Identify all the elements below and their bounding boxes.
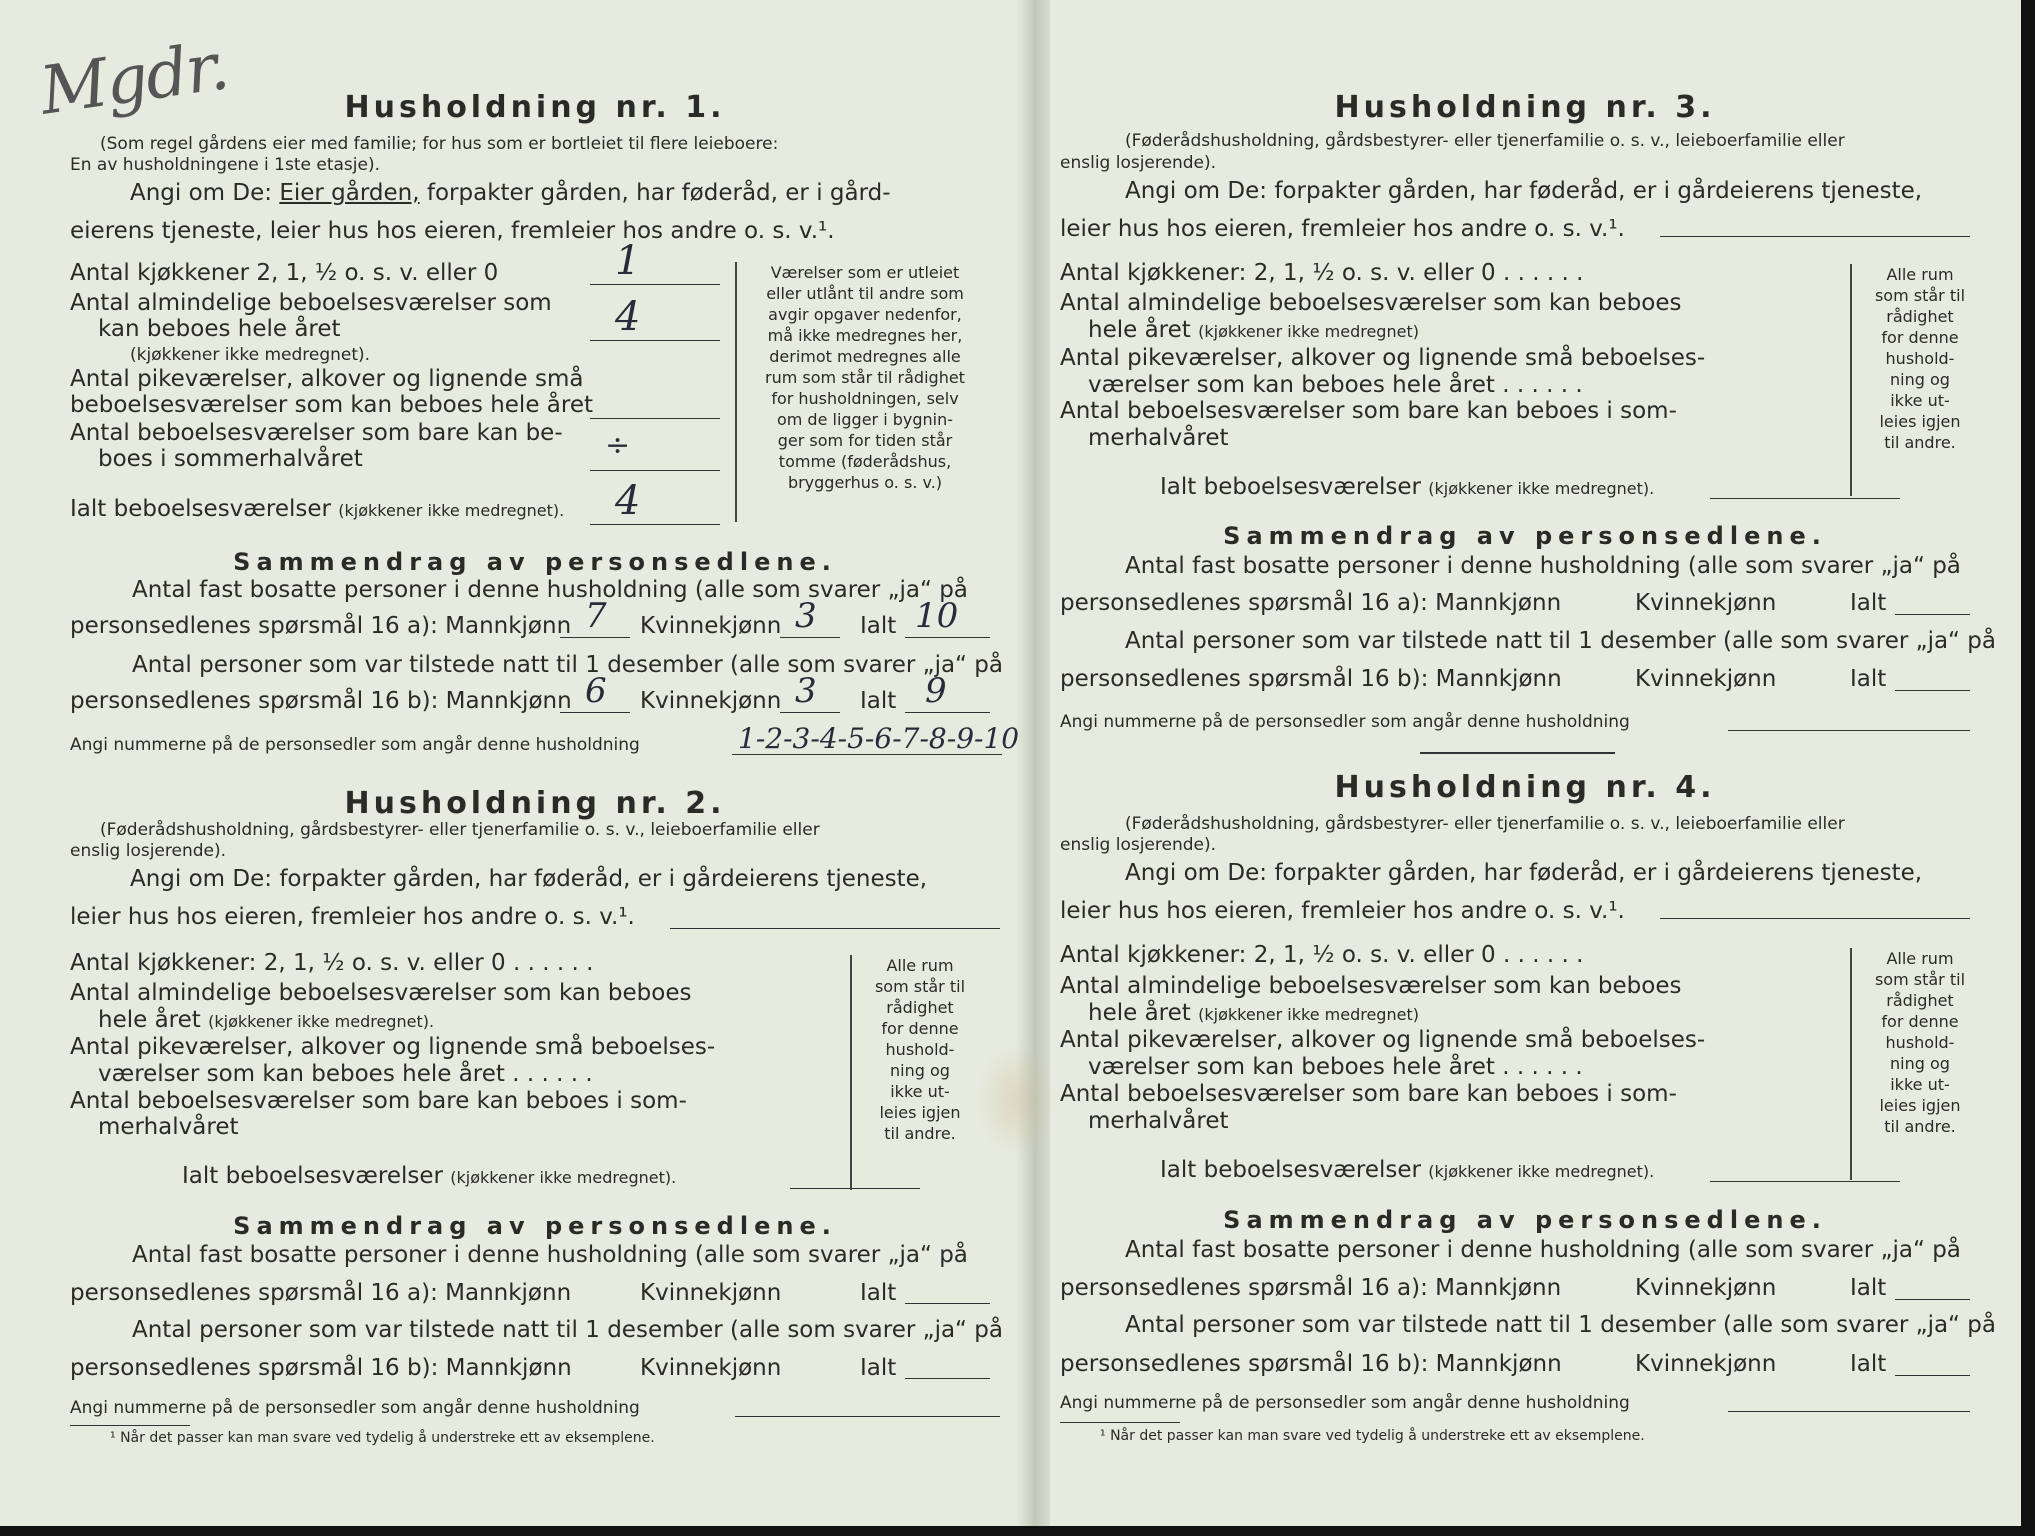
hh1-note-2: En av husholdningene i 1ste etasje). bbox=[70, 155, 381, 175]
hh4-row-summer-b: merhalvåret bbox=[1088, 1108, 1229, 1134]
hh3-total-line bbox=[1710, 498, 1900, 499]
hh3-16b-total-label: Ialt bbox=[1850, 666, 1887, 692]
hh2-16a-total-line bbox=[905, 1303, 990, 1304]
hh3-row-rooms-b bbox=[1088, 317, 1419, 343]
hh1-summer-value: ÷ bbox=[605, 428, 631, 463]
hh4-side-line: hushold- bbox=[1885, 1033, 1955, 1052]
hh3-total-label: Ialt beboelsesværelser bbox=[1160, 474, 1421, 500]
hh1-total-label: Ialt beboelsesværelser bbox=[70, 496, 331, 522]
hh1-side-line: rum som står til rådighet bbox=[765, 368, 965, 387]
hh4-16a-total-label: Ialt bbox=[1850, 1275, 1887, 1301]
hh1-kitchens-value: 1 bbox=[615, 238, 641, 284]
hh1-16b-female-value: 3 bbox=[795, 671, 817, 711]
hh2-title: Husholdning nr. 2. bbox=[344, 786, 726, 821]
hh2-numbers-line bbox=[735, 1416, 1000, 1417]
hh1-numbers-value: 1-2-3-4-5-6-7-8-9-10 bbox=[738, 722, 1020, 755]
hh4-side-line: leies igjen bbox=[1879, 1096, 1961, 1115]
hh2-side-line: ikke ut- bbox=[890, 1082, 950, 1101]
hh1-side-line: ger som for tiden står bbox=[777, 431, 953, 450]
hh3-title: Husholdning nr. 3. bbox=[1334, 90, 1716, 125]
hh2-rooms-b-sub: (kjøkkener ikke medregnet). bbox=[208, 1012, 435, 1031]
hh3-summary-16a: personsedlenes spørsmål 16 a): Mannkjønn bbox=[1060, 590, 1562, 616]
hh2-question-line bbox=[670, 928, 1000, 929]
hh2-note-1: (Føderådshusholdning, gårdsbestyrer- eller tjenerfamilie o. s. v., leieboerfamilie eller bbox=[100, 820, 820, 840]
hh3-side-line: til andre. bbox=[1884, 433, 1956, 452]
hh1-question-2: eierens tjeneste, leier hus hos eieren, fremleier hos andre o. s. v.¹. bbox=[70, 218, 835, 244]
hh4-summary-16b: personsedlenes spørsmål 16 b): Mannkjønn bbox=[1060, 1351, 1562, 1377]
hh1-side-line: om de ligger i bygnin- bbox=[776, 410, 954, 429]
hh3-16a-total-label: Ialt bbox=[1850, 590, 1887, 616]
hh4-row-small-b: værelser som kan beboes hele året . . . . . . bbox=[1088, 1054, 1583, 1080]
hh4-title: Husholdning nr. 4. bbox=[1334, 770, 1716, 805]
hh2-side-line: rådighet bbox=[886, 998, 954, 1017]
hh4-total-line bbox=[1710, 1181, 1900, 1182]
hh2-total-line bbox=[790, 1188, 920, 1189]
hh4-row-total bbox=[1160, 1157, 1654, 1183]
hh1-side-line: avgir opgaver nedenfor, bbox=[768, 305, 962, 324]
hh3-row-summer-a: Antal beboelsesværelser som bare kan beboes i som- bbox=[1060, 398, 1677, 424]
hh3-16a-total-line bbox=[1895, 614, 1970, 615]
hh1-16a-male-line bbox=[560, 637, 630, 638]
hh2-side-line: leies igjen bbox=[879, 1103, 961, 1122]
hh2-row-kitchens: Antal kjøkkener: 2, 1, ½ o. s. v. eller 0 . . . . . . bbox=[70, 950, 594, 976]
hh1-summary-16b: personsedlenes spørsmål 16 b): Mannkjønn bbox=[70, 688, 572, 714]
hh1-small-line bbox=[590, 418, 720, 419]
hh4-side-line: ikke ut- bbox=[1890, 1075, 1950, 1094]
hh2-16a-female-label: Kvinnekjønn bbox=[640, 1280, 782, 1306]
hh4-16a-total-line bbox=[1895, 1299, 1970, 1300]
hh4-note-1: (Føderådshusholdning, gårdsbestyrer- eller tjenerfamilie o. s. v., leieboerfamilie eller bbox=[1125, 814, 1845, 834]
hh1-16a-total-value: 10 bbox=[915, 596, 959, 636]
hh2-row-summer-b: merhalvåret bbox=[98, 1114, 239, 1140]
hh3-side-line: som står til bbox=[1874, 286, 1966, 305]
hh4-question-line bbox=[1660, 918, 1970, 919]
hh1-row-total bbox=[70, 496, 564, 522]
hh1-16a-female-label: Kvinnekjønn bbox=[640, 613, 782, 639]
hh1-side-bracket bbox=[735, 262, 737, 522]
hh2-row-summer-a: Antal beboelsesværelser som bare kan beboes i som- bbox=[70, 1088, 687, 1114]
hh1-16a-female-value: 3 bbox=[795, 596, 817, 636]
hh2-rooms-b-label: hele året bbox=[98, 1007, 201, 1033]
hh4-row-rooms-b bbox=[1088, 1000, 1419, 1026]
hh1-row-rooms-a: Antal almindelige beboelsesværelser som bbox=[70, 290, 552, 316]
hh4-side-line: for denne bbox=[1881, 1012, 1959, 1031]
hh2-question-1: Angi om De: forpakter gården, har føderåd, er i gårdeierens tjeneste, bbox=[130, 866, 928, 892]
hh3-side-line: leies igjen bbox=[1879, 412, 1961, 431]
hh2-16b-total-line bbox=[905, 1378, 990, 1379]
hh4-summary-16a: personsedlenes spørsmål 16 a): Mannkjønn bbox=[1060, 1275, 1562, 1301]
hh3-side-line: Alle rum bbox=[1886, 265, 1954, 284]
hh4-summary-title: Sammendrag av personsedlene. bbox=[1223, 1206, 1827, 1234]
hh4-side-line: Alle rum bbox=[1886, 949, 1954, 968]
hh4-row-kitchens: Antal kjøkkener: 2, 1, ½ o. s. v. eller 0 . . . . . . bbox=[1060, 942, 1584, 968]
hh4-footnote: ¹ Når det passer kan man svare ved tydelig å understreke ett av eksemplene. bbox=[1100, 1428, 1645, 1444]
hh2-numbers-label: Angi nummerne på de personsedler som angår denne husholdning bbox=[70, 1398, 640, 1418]
hh3-note-1: (Føderådshusholdning, gårdsbestyrer- eller tjenerfamilie o. s. v., leieboerfamilie eller bbox=[1125, 131, 1845, 151]
hh3-row-small-b: værelser som kan beboes hele året . . . . . . bbox=[1088, 372, 1583, 398]
hh1-q1-prefix: Angi om De: bbox=[130, 180, 273, 206]
hh3-row-rooms-a: Antal almindelige beboelsesværelser som kan beboes bbox=[1060, 290, 1682, 316]
hh2-side-bracket bbox=[850, 955, 852, 1190]
hh1-total-line bbox=[590, 524, 720, 525]
hh3-row-small-a: Antal pikeværelser, alkover og lignende små beboelses- bbox=[1060, 345, 1706, 371]
hh3-16a-female-label: Kvinnekjønn bbox=[1635, 590, 1777, 616]
hh1-row-small-b: beboelsesværelser som kan beboes hele året bbox=[70, 392, 593, 418]
hh4-numbers-label: Angi nummerne på de personsedler som angår denne husholdning bbox=[1060, 1393, 1630, 1413]
hh4-row-rooms-a: Antal almindelige beboelsesværelser som kan beboes bbox=[1060, 973, 1682, 999]
hh2-summary-line-3: Antal personer som var tilstede natt til 1 desember (alle som svarer „ja“ på bbox=[132, 1317, 1003, 1343]
hh1-q1-rest: forpakter gården, har føderåd, er i gård- bbox=[426, 180, 891, 206]
hh2-side-line: ning og bbox=[890, 1061, 950, 1080]
hh4-16b-female-label: Kvinnekjønn bbox=[1635, 1351, 1777, 1377]
hh2-summary-title: Sammendrag av personsedlene. bbox=[233, 1212, 837, 1240]
hh1-row-rooms-b: kan beboes hele året bbox=[98, 316, 341, 342]
hh3-side-line: rådighet bbox=[1886, 307, 1954, 326]
hh4-rooms-b-sub: (kjøkkener ikke medregnet) bbox=[1198, 1005, 1419, 1024]
hh2-side-line: hushold- bbox=[885, 1040, 955, 1059]
hh4-side-line: rådighet bbox=[1886, 991, 1954, 1010]
hh4-note-2: enslig losjerende). bbox=[1060, 835, 1217, 855]
hh3-question-line bbox=[1660, 236, 1970, 237]
hh2-side-line: som står til bbox=[874, 977, 966, 996]
hh2-footnote: ¹ Når det passer kan man svare ved tydelig å understreke ett av eksemplene. bbox=[110, 1430, 655, 1446]
hh2-row-small-a: Antal pikeværelser, alkover og lignende små beboelses- bbox=[70, 1034, 716, 1060]
hh4-row-small-a: Antal pikeværelser, alkover og lignende små beboelses- bbox=[1060, 1027, 1706, 1053]
hh1-row-small-a: Antal pikeværelser, alkover og lignende små bbox=[70, 366, 584, 392]
hh4-rooms-b-label: hele året bbox=[1088, 1000, 1191, 1026]
hh1-summary-title: Sammendrag av personsedlene. bbox=[233, 548, 837, 576]
hh2-total-sub: (kjøkkener ikke medregnet). bbox=[450, 1168, 677, 1187]
hh3-side-line: ikke ut- bbox=[1890, 391, 1950, 410]
hh4-side-line: som står til bbox=[1874, 970, 1966, 989]
hh3-summary-line-3: Antal personer som var tilstede natt til 1 desember (alle som svarer „ja“ på bbox=[1125, 628, 1996, 654]
hh3-row-total bbox=[1160, 474, 1654, 500]
hh2-row-rooms-b bbox=[98, 1007, 434, 1033]
hh2-row-small-b: værelser som kan beboes hele året . . . . . . bbox=[98, 1061, 593, 1087]
hh2-16b-total-label: Ialt bbox=[860, 1355, 897, 1381]
left-page bbox=[35, 0, 1020, 1536]
hh1-q1-owner-answer: Eier gården, bbox=[279, 180, 420, 206]
hh1-side-line: Værelser som er utleiet bbox=[770, 263, 960, 282]
hh1-row-kitchens: Antal kjøkkener 2, 1, ½ o. s. v. eller 0 bbox=[70, 260, 499, 286]
hh1-summer-line bbox=[590, 470, 720, 471]
page-fold bbox=[1016, 0, 1050, 1536]
hh1-side-line: bryggerhus o. s. v.) bbox=[787, 473, 943, 492]
hh1-side-line: for husholdningen, selv bbox=[771, 389, 959, 408]
hh2-16a-total-label: Ialt bbox=[860, 1280, 897, 1306]
hh1-title: Husholdning nr. 1. bbox=[344, 90, 726, 125]
hh4-side-line: ning og bbox=[1890, 1054, 1950, 1073]
hh3-side-note bbox=[1860, 264, 1980, 453]
hh1-total-value: 4 bbox=[615, 478, 641, 524]
hh1-side-line: eller utlånt til andre som bbox=[766, 284, 964, 303]
hh3-summary-16b: personsedlenes spørsmål 16 b): Mannkjønn bbox=[1060, 666, 1562, 692]
hh3-side-line: ning og bbox=[1890, 370, 1950, 389]
hh3-16b-total-line bbox=[1895, 690, 1970, 691]
hh4-16a-female-label: Kvinnekjønn bbox=[1635, 1275, 1777, 1301]
hh1-16a-total-label: Ialt bbox=[860, 613, 897, 639]
hh2-footnote-rule bbox=[70, 1425, 190, 1426]
hh3-note-2: enslig losjerende). bbox=[1060, 153, 1217, 173]
hh2-note-2: enslig losjerende). bbox=[70, 841, 227, 861]
hh1-numbers-label: Angi nummerne på de personsedler som angår denne husholdning bbox=[70, 735, 640, 755]
hh1-summary-16a: personsedlenes spørsmål 16 a): Mannkjønn bbox=[70, 613, 572, 639]
hh3-question-1: Angi om De: forpakter gården, har føderåd, er i gårdeierens tjeneste, bbox=[1125, 178, 1923, 204]
hh3-rooms-b-sub: (kjøkkener ikke medregnet) bbox=[1198, 322, 1419, 341]
hh4-side-note bbox=[1860, 948, 1980, 1137]
hh1-16b-male-line bbox=[560, 712, 630, 713]
hh3-numbers-line bbox=[1728, 730, 1970, 731]
hh1-side-line: derimot medregnes alle bbox=[769, 347, 961, 366]
hh2-row-total bbox=[182, 1163, 676, 1189]
hh2-summary-line-1: Antal fast bosatte personer i denne husholdning (alle som svarer „ja“ på bbox=[132, 1242, 968, 1268]
hh1-16b-total-label: Ialt bbox=[860, 688, 897, 714]
hh4-question-2: leier hus hos eieren, fremleier hos andre o. s. v.¹. bbox=[1060, 898, 1625, 924]
hh1-summary-line-1: Antal fast bosatte personer i denne husholdning (alle som svarer „ja“ på bbox=[132, 577, 968, 603]
hh3-side-line: for denne bbox=[1881, 328, 1959, 347]
hh3-summary-line-1: Antal fast bosatte personer i denne husholdning (alle som svarer „ja“ på bbox=[1125, 553, 1961, 579]
hh3-16b-female-label: Kvinnekjønn bbox=[1635, 666, 1777, 692]
hh4-16b-total-line bbox=[1895, 1375, 1970, 1376]
hh4-total-label: Ialt beboelsesværelser bbox=[1160, 1157, 1421, 1183]
hh1-total-sub: (kjøkkener ikke medregnet). bbox=[338, 501, 565, 520]
hh4-row-summer-a: Antal beboelsesværelser som bare kan beboes i som- bbox=[1060, 1081, 1677, 1107]
hh4-side-line: til andre. bbox=[1884, 1117, 1956, 1136]
hh2-16b-female-label: Kvinnekjønn bbox=[640, 1355, 782, 1381]
hh1-rooms-line bbox=[590, 340, 720, 341]
hh1-16b-female-line bbox=[780, 712, 840, 713]
hh4-summary-line-3: Antal personer som var tilstede natt til 1 desember (alle som svarer „ja“ på bbox=[1125, 1312, 1996, 1338]
hh1-16b-total-value: 9 bbox=[925, 671, 947, 711]
hh1-note-1: (Som regel gårdens eier med familie; for hus som er bortleiet til flere leieboere: bbox=[100, 134, 779, 154]
handwritten-stamp: Mgdr. bbox=[35, 27, 232, 130]
hh3-total-sub: (kjøkkener ikke medregnet). bbox=[1428, 479, 1655, 498]
hh1-rooms-value: 4 bbox=[615, 294, 641, 340]
hh3-side-bracket bbox=[1850, 264, 1852, 496]
hh1-question-1 bbox=[130, 180, 891, 206]
hh4-summary-line-1: Antal fast bosatte personer i denne husholdning (alle som svarer „ja“ på bbox=[1125, 1237, 1961, 1263]
hh2-summary-16a: personsedlenes spørsmål 16 a): Mannkjønn bbox=[70, 1280, 572, 1306]
hh1-16b-male-value: 6 bbox=[585, 671, 607, 711]
hh2-side-line: for denne bbox=[881, 1019, 959, 1038]
hh1-row-summer-b: boes i sommerhalvåret bbox=[98, 446, 363, 472]
hh4-side-bracket bbox=[1850, 948, 1852, 1180]
hh1-row-summer-a: Antal beboelsesværelser som bare kan be- bbox=[70, 420, 563, 446]
hh4-footnote-rule bbox=[1060, 1422, 1180, 1423]
hh4-16b-total-label: Ialt bbox=[1850, 1351, 1887, 1377]
section-separator bbox=[1420, 752, 1615, 754]
hh2-side-note bbox=[860, 955, 980, 1144]
hh1-side-note bbox=[745, 262, 985, 493]
hh1-summary-line-3: Antal personer som var tilstede natt til 1 desember (alle som svarer „ja“ på bbox=[132, 652, 1003, 678]
scan-border-right bbox=[2021, 0, 2035, 1536]
hh2-row-rooms-a: Antal almindelige beboelsesværelser som kan beboes bbox=[70, 980, 692, 1006]
hh3-row-kitchens: Antal kjøkkener: 2, 1, ½ o. s. v. eller 0 . . . . . . bbox=[1060, 260, 1584, 286]
hh2-question-2: leier hus hos eieren, fremleier hos andre o. s. v.¹. bbox=[70, 904, 635, 930]
hh2-total-label: Ialt beboelsesværelser bbox=[182, 1163, 443, 1189]
hh4-total-sub: (kjøkkener ikke medregnet). bbox=[1428, 1162, 1655, 1181]
hh1-16a-female-line bbox=[780, 637, 840, 638]
hh1-kitchens-line bbox=[590, 284, 720, 285]
hh3-summary-title: Sammendrag av personsedlene. bbox=[1223, 522, 1827, 550]
hh3-rooms-b-label: hele året bbox=[1088, 317, 1191, 343]
right-page bbox=[1060, 0, 1996, 1536]
hh1-16a-total-line bbox=[905, 637, 990, 638]
hh1-16b-total-line bbox=[905, 712, 990, 713]
hh1-side-line: må ikke medregnes her, bbox=[767, 326, 963, 345]
hh2-side-line: Alle rum bbox=[886, 956, 954, 975]
hh2-side-line: til andre. bbox=[884, 1124, 956, 1143]
hh4-numbers-line bbox=[1728, 1411, 1970, 1412]
hh1-16b-female-label: Kvinnekjønn bbox=[640, 688, 782, 714]
hh3-side-line: hushold- bbox=[1885, 349, 1955, 368]
hh1-row-rooms-c: (kjøkkener ikke medregnet). bbox=[130, 345, 371, 365]
hh2-summary-16b: personsedlenes spørsmål 16 b): Mannkjønn bbox=[70, 1355, 572, 1381]
hh1-side-line: tomme (føderådshus, bbox=[778, 452, 952, 471]
hh1-16a-male-value: 7 bbox=[585, 596, 607, 636]
hh3-question-2: leier hus hos eieren, fremleier hos andre o. s. v.¹. bbox=[1060, 216, 1625, 242]
hh4-question-1: Angi om De: forpakter gården, har føderåd, er i gårdeierens tjeneste, bbox=[1125, 860, 1923, 886]
hh3-row-summer-b: merhalvåret bbox=[1088, 425, 1229, 451]
hh3-numbers-label: Angi nummerne på de personsedler som angår denne husholdning bbox=[1060, 712, 1630, 732]
